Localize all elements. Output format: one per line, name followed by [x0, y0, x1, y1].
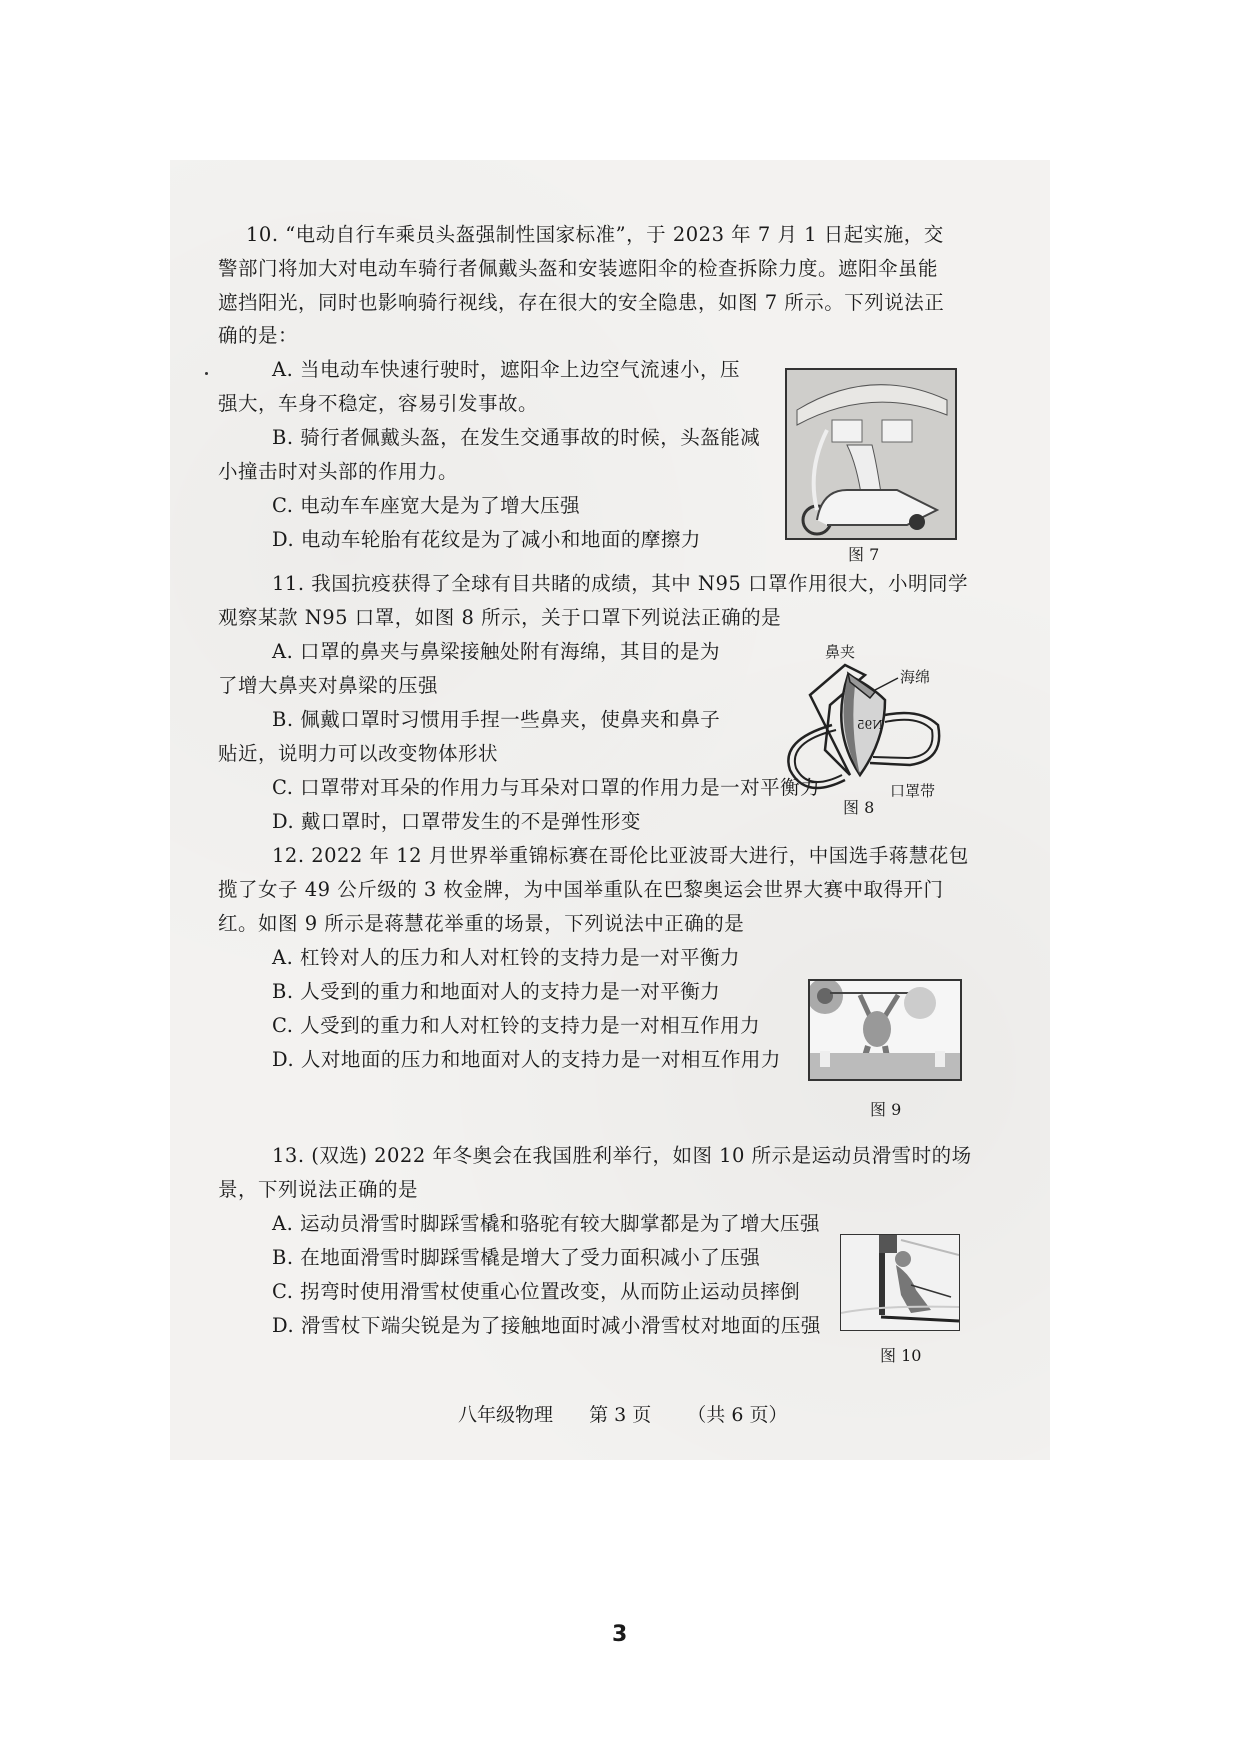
figure-7-image — [785, 368, 957, 540]
sponge-label: 海绵 — [900, 668, 931, 686]
q12-stem-line-3: 红。如图 9 所示是蒋慧花举重的场景，下列说法中正确的是 — [218, 912, 745, 935]
weightlifter-icon — [810, 981, 960, 1079]
electric-scooter-icon — [787, 370, 955, 538]
scan-speck — [205, 372, 208, 375]
q13-option-c: C. 拐弯时使用滑雪杖使重心位置改变，从而防止运动员摔倒 — [272, 1280, 801, 1303]
q11-option-a-line-1: A. 口罩的鼻夹与鼻梁接触处附有海绵，其目的是为 — [272, 640, 720, 663]
q13-stem-line-1: 13. (双选) 2022 年冬奥会在我国胜利举行，如图 10 所示是运动员滑雪时的场 — [272, 1144, 972, 1167]
page-number: 3 — [612, 1622, 628, 1647]
footer-subject: 八年级物理 — [458, 1404, 554, 1426]
q10-stem-line-2: 警部门将加大对电动车骑行者佩戴头盔和安装遮阳伞的检查拆除力度。遮阳伞虽能 — [218, 257, 939, 280]
q10-option-a-line-2: 强大，车身不稳定，容易引发事故。 — [218, 392, 539, 415]
q12-option-a: A. 杠铃对人的压力和人对杠铃的支持力是一对平衡力 — [272, 946, 740, 969]
q12-option-b: B. 人受到的重力和地面对人的支持力是一对平衡力 — [272, 980, 721, 1003]
q13-option-b: B. 在地面滑雪时脚踩雪橇是增大了受力面积减小了压强 — [272, 1246, 761, 1269]
q10-option-d: D. 电动车轮胎有花纹是为了减小和地面的摩擦力 — [272, 528, 701, 551]
q12-stem-line-2: 揽了女子 49 公斤级的 3 枚金牌，为中国举重队在巴黎奥运会世界大赛中取得开门 — [218, 878, 944, 901]
figure-9-image — [808, 979, 962, 1081]
q11-option-b-line-2: 贴近，说明力可以改变物体形状 — [218, 742, 499, 765]
figure-8-caption: 图 8 — [843, 798, 875, 817]
figure-10-image — [840, 1234, 960, 1331]
q11-option-c: C. 口罩带对耳朵的作用力与耳朵对口罩的作用力是一对平衡力 — [272, 776, 821, 799]
q11-stem-line-2: 观察某款 N95 口罩，如图 8 所示，关于口罩下列说法正确的是 — [218, 606, 782, 629]
q12-option-c: C. 人受到的重力和人对杠铃的支持力是一对相互作用力 — [272, 1014, 761, 1037]
page-footer — [458, 1400, 817, 1427]
q11-option-d: D. 戴口罩时，口罩带发生的不是弹性形变 — [272, 810, 641, 833]
footer-page: 第 3 页 — [589, 1404, 652, 1426]
q10-option-b-line-2: 小撞击时对头部的作用力。 — [218, 460, 459, 483]
q10-stem-line-1: 10. “电动自行车乘员头盔强制性国家标准”，于 2023 年 7 月 1 日起实施，交 — [246, 223, 944, 246]
q13-option-a: A. 运动员滑雪时脚踩雪橇和骆驼有较大脚掌都是为了增大压强 — [272, 1212, 820, 1235]
nose-clip-label: 鼻夹 — [825, 643, 856, 661]
q12-option-d: D. 人对地面的压力和地面对人的支持力是一对相互作用力 — [272, 1048, 781, 1071]
figure-10-caption: 图 10 — [880, 1346, 922, 1365]
q11-stem-line-1: 11. 我国抗疫获得了全球有目共睹的成绩，其中 N95 口罩作用很大，小明同学 — [272, 572, 968, 595]
q13-stem-line-2: 景，下列说法正确的是 — [218, 1178, 419, 1201]
q10-stem-line-3: 遮挡阳光，同时也影响骑行视线，存在很大的安全隐患，如图 7 所示。下列说法正 — [218, 291, 945, 314]
q11-option-b-line-1: B. 佩戴口罩时习惯用手捏一些鼻夹，使鼻夹和鼻子 — [272, 708, 721, 731]
q10-option-c: C. 电动车车座宽大是为了增大压强 — [272, 494, 581, 517]
q10-option-a-line-1: A. 当电动车快速行驶时，遮阳伞上边空气流速小，压 — [272, 358, 740, 381]
figure-9-caption: 图 9 — [870, 1100, 902, 1119]
q10-option-b-line-1: B. 骑行者佩戴头盔，在发生交通事故的时候，头盔能减 — [272, 426, 761, 449]
footer-total: （共 6 页） — [687, 1404, 788, 1426]
mask-n95-text: N95 — [857, 718, 883, 732]
figure-8-diagram — [770, 630, 970, 830]
q13-option-d: D. 滑雪杖下端尖锐是为了接触地面时减小滑雪杖对地面的压强 — [272, 1314, 821, 1337]
skier-icon — [841, 1235, 959, 1330]
q11-option-a-line-2: 了增大鼻夹对鼻梁的压强 — [218, 674, 439, 697]
q10-stem-line-4: 确的是： — [218, 324, 299, 347]
strap-label: 口罩带 — [890, 782, 936, 800]
figure-7-caption: 图 7 — [848, 545, 880, 564]
q12-stem-line-1: 12. 2022 年 12 月世界举重锦标赛在哥伦比亚波哥大进行，中国选手蒋慧花包 — [272, 844, 969, 867]
